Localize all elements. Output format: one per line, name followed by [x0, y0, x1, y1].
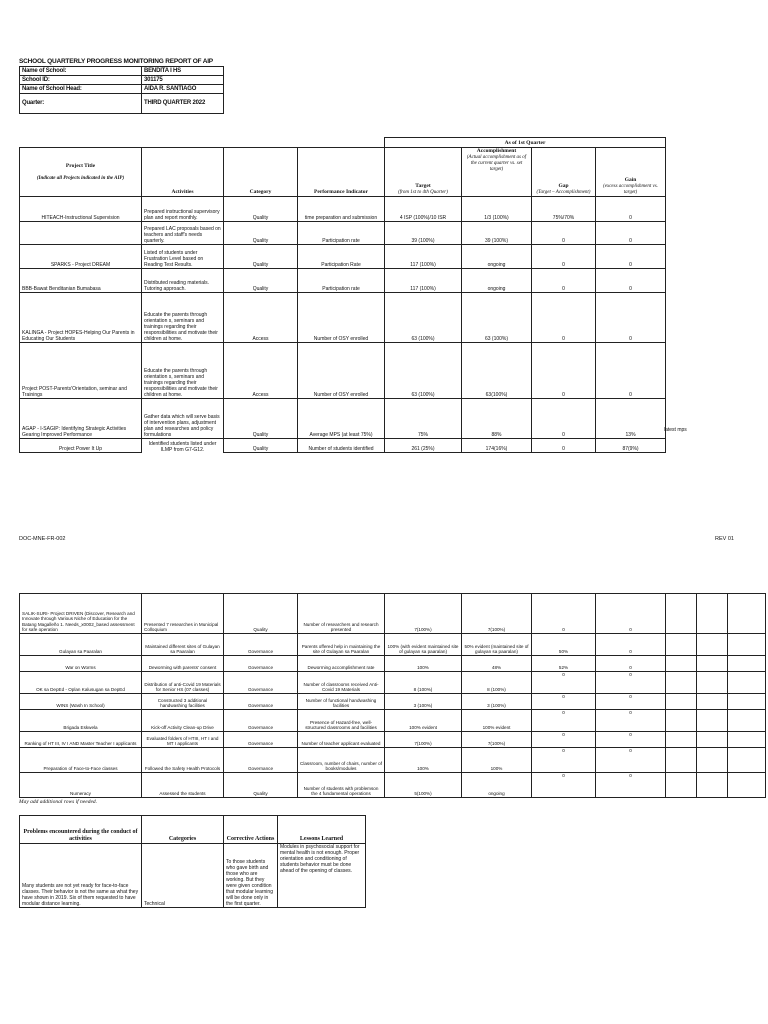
project-title-cell: OK sa DepEd - Oplan Kalusugan sa DepEd — [20, 672, 142, 694]
problem-cell: Many students are not yet ready for face-to-face classes. Their behavior is not the same as what they have shown in 2019. Six of them requested to have modular distance learning. — [20, 844, 142, 908]
target-cell: 100% evident — [385, 710, 462, 732]
gap-cell: 0 — [532, 293, 596, 343]
lesson-cell: Modules in psychosocial support for mental health is not enough. Proper orientation and conditioning of students behavior must be done ahead of the opening of classes. — [278, 844, 366, 908]
category-cell: Access — [224, 293, 298, 343]
accomplishment-cell: 100% — [462, 748, 532, 773]
gap-cell: 0 — [532, 773, 596, 798]
category-cell: Quality — [224, 245, 298, 269]
gain-cell: 0 — [596, 245, 666, 269]
category-cell: Governance — [224, 634, 298, 656]
accomplishment-cell: 3 (100%) — [462, 694, 532, 710]
report-title: SCHOOL QUARTERLY PROGRESS MONITORING REPORT OF AIP — [19, 58, 213, 65]
target-cell: 117 (100%) — [385, 245, 462, 269]
accomplishment-cell: ongoing — [462, 269, 532, 293]
aip-progress-table — [19, 137, 666, 453]
col-gain: Gain (excess accomplishment vs. target) — [596, 148, 666, 197]
gap-cell: 75%/70% — [532, 197, 596, 222]
gap-cell: 52% — [532, 656, 596, 672]
empty-cell — [728, 748, 766, 773]
project-title-cell: War on Worms — [20, 656, 142, 672]
activity-cell: Gather data which will serve basis of intervention plans, adjustment plan and researches and policy formulations — [142, 399, 224, 439]
table-row — [20, 634, 766, 656]
gap-cell: 0 — [532, 594, 596, 634]
accomplishment-cell: 174(16%) — [462, 439, 532, 453]
project-title-cell: SPARKS - Project DREAM — [20, 245, 142, 269]
target-cell: 39 (100%) — [385, 222, 462, 245]
category-cell: Quality — [224, 773, 298, 798]
empty-cell — [697, 732, 728, 748]
gain-cell: 87(9%) — [596, 439, 666, 453]
indicator-cell: Number of teacher applicant evaluated — [298, 732, 385, 748]
gap-cell: 0 — [532, 399, 596, 439]
activity-cell: Identified students listed under ILMP from G7-G12. — [142, 439, 224, 453]
empty-cell — [697, 710, 728, 732]
category-cell: Quality — [224, 439, 298, 453]
project-title-cell: Gulayan sa Paaralan — [20, 634, 142, 656]
empty-cell — [666, 710, 697, 732]
table-row — [20, 748, 766, 773]
target-cell: 4 ISP (100%)/10 ISR — [385, 197, 462, 222]
project-title-cell: Brigada Eskwela — [20, 710, 142, 732]
category-cell: Quality — [224, 594, 298, 634]
project-title-cell: Project Power It Up — [20, 439, 142, 453]
add-rows-note: May add additional rows if needed. — [19, 799, 98, 805]
table-row — [20, 732, 766, 748]
category-cell: Access — [224, 343, 298, 399]
gap-cell: 0 — [532, 439, 596, 453]
activity-cell: Deworming with parents' consent — [142, 656, 224, 672]
col-corrective-actions: Corrective Actions — [224, 816, 278, 844]
target-cell: 75% — [385, 399, 462, 439]
target-cell: 7(100%) — [385, 732, 462, 748]
table-row — [20, 710, 766, 732]
info-value: 301175 — [142, 76, 224, 85]
activity-cell: Educate the parents through orientation s, seminars and trainings regarding their responsibilities and motivate their children at home. — [142, 293, 224, 343]
gap-cell: 0 — [532, 748, 596, 773]
indicator-cell: Participation rate — [298, 222, 385, 245]
table-row — [20, 773, 766, 798]
category-cell: Governance — [224, 672, 298, 694]
gain-cell: 0 — [596, 269, 666, 293]
gain-cell: 0 — [596, 773, 666, 798]
project-title-cell: Numeracy — [20, 773, 142, 798]
col-project-title: Project Title (Indicate all Projects indicated in the AIP) — [20, 148, 142, 197]
indicator-cell: Number of functional handwashing facilities — [298, 694, 385, 710]
indicator-cell: Average MPS (at least 75%) — [298, 399, 385, 439]
activity-cell: Assessed the students — [142, 773, 224, 798]
empty-cell — [666, 748, 697, 773]
col-problems: Problems encountered during the conduct of activities — [20, 816, 142, 844]
gain-cell: 0 — [596, 694, 666, 710]
info-value: BENDITA I HS — [142, 67, 224, 76]
activity-cell: Followed the Safety Health Protocols — [142, 748, 224, 773]
col-indicator: Performance Indicator — [298, 148, 385, 197]
target-cell: 7(100%) — [385, 594, 462, 634]
table-row — [20, 594, 766, 634]
empty-cell — [697, 748, 728, 773]
activity-cell: Distribution of anti-Covid 19 Materials for Senior HS (07 classes) — [142, 672, 224, 694]
accomplishment-cell: 63 (100%) — [462, 293, 532, 343]
empty-cell — [697, 773, 728, 798]
empty-cell — [728, 594, 766, 634]
project-title-cell: SALIK-SURI- Project DRIVEN (Discover, Research and Innovate through Various Niche of Education for the Batang Magalleño 1. Needs_x0002_based assessment for safe operation — [20, 594, 142, 634]
indicator-cell: time preparation and submission — [298, 197, 385, 222]
empty-cell — [728, 694, 766, 710]
gap-cell: 0 — [532, 269, 596, 293]
gain-cell: 0 — [596, 710, 666, 732]
empty-cell — [666, 672, 697, 694]
accomplishment-cell: 39 (100%) — [462, 222, 532, 245]
gain-cell: 0 — [596, 672, 666, 694]
gap-cell: 0 — [532, 732, 596, 748]
gain-cell: 0 — [596, 732, 666, 748]
category-cell: Quality — [224, 197, 298, 222]
info-label: School ID: — [20, 76, 142, 85]
activity-cell: Prepared instructional supervisory plan and report monthly. — [142, 197, 224, 222]
problems-lessons-table — [19, 815, 366, 908]
col-accomplishment: Accomplishment (Actual accomplishment as of the current quarter vs. set target) — [462, 148, 532, 197]
accomplishment-cell: 1/3 (100%) — [462, 197, 532, 222]
table-row — [20, 293, 666, 343]
category-cell: Governance — [224, 732, 298, 748]
empty-cell — [666, 634, 697, 656]
gap-cell: 0 — [532, 694, 596, 710]
gain-cell: 0 — [596, 634, 666, 656]
aip-progress-table-continued — [19, 593, 766, 798]
accomplishment-cell: ongoing — [462, 773, 532, 798]
project-title-cell: BBB-Bawat Benditanian Bumabasa — [20, 269, 142, 293]
activity-cell: Presented 7 researches in Municipal Colloquium — [142, 594, 224, 634]
revision: REV 01 — [715, 536, 734, 542]
empty-cell — [728, 634, 766, 656]
accomplishment-cell: 7(100%) — [462, 732, 532, 748]
target-cell: 100% — [385, 748, 462, 773]
target-cell: 5(100%) — [385, 773, 462, 798]
accomplishment-cell: 7(100%) — [462, 594, 532, 634]
indicator-cell: Number of classrooms received Anti-Covid 19 Materials — [298, 672, 385, 694]
project-title-cell: KALINGA - Project HOPES-Helping Our Parents in Educating Our Students — [20, 293, 142, 343]
empty-cell — [666, 732, 697, 748]
gap-cell: 0 — [532, 343, 596, 399]
indicator-cell: Number of OSY enrolled — [298, 343, 385, 399]
empty-cell — [697, 656, 728, 672]
project-title-cell: AGAP - I-SAGIP: Identifying Strategic Activities Gearing Improved Performance — [20, 399, 142, 439]
empty-cell — [728, 656, 766, 672]
side-note: latest mps — [664, 427, 687, 433]
target-cell: 63 (100%) — [385, 293, 462, 343]
indicator-cell: Participation rate — [298, 269, 385, 293]
target-cell: 100% (with evident maintained site of gulayan sa paaralan) — [385, 634, 462, 656]
indicator-cell: Number of students with problemson the 4 fundamental operations — [298, 773, 385, 798]
accomplishment-cell: 48% — [462, 656, 532, 672]
category-cell: Quality — [224, 399, 298, 439]
gain-cell: 0 — [596, 594, 666, 634]
target-cell: 261 (25%) — [385, 439, 462, 453]
indicator-cell: Parents offered help in maintaining the site of Gulayan sa Paaralan — [298, 634, 385, 656]
info-label: Name of School Head: — [20, 85, 142, 94]
category-cell: Governance — [224, 656, 298, 672]
empty-cell — [697, 594, 728, 634]
col-gap: Gap (Target – Accomplishment) — [532, 148, 596, 197]
col-categories: Categories — [142, 816, 224, 844]
activity-cell: Listed of students under Frustration Level based on Reading Test Results. — [142, 245, 224, 269]
info-value: AIDA R. SANTIAGO — [142, 85, 224, 94]
accomplishment-cell: 50% evident (maintained site of gulayan sa paaralan) — [462, 634, 532, 656]
activity-cell: Prepared LAC proposals based on teachers and staff's needs quarterly. — [142, 222, 224, 245]
target-cell: 117 (100%) — [385, 269, 462, 293]
activity-cell: Educate the parents through orientation s, seminars and trainings regarding their responsibilities and motivate their children at home. — [142, 343, 224, 399]
category-cell: Governance — [224, 710, 298, 732]
empty-cell — [697, 634, 728, 656]
gain-cell: 0 — [596, 748, 666, 773]
activity-cell: Kick-off Activity Clean-up Drive — [142, 710, 224, 732]
gain-cell: 0 — [596, 293, 666, 343]
category-cell: Governance — [224, 694, 298, 710]
category-cell: Governance — [224, 748, 298, 773]
project-title-cell: Preparation of Face-to-Face classes — [20, 748, 142, 773]
col-lessons-learned: Lessons Learned — [278, 816, 366, 844]
table-row — [20, 222, 666, 245]
project-title-cell: HITEACH-Instructional Supervision — [20, 197, 142, 222]
info-label: Quarter: — [20, 94, 142, 114]
empty-cell — [728, 732, 766, 748]
action-cell: To those students who gave birth and those who are working. But they were given condition that modular learning will be done only in the first quarter. — [224, 844, 278, 908]
info-row-id — [20, 76, 224, 85]
gain-cell: 0 — [596, 656, 666, 672]
gap-cell: 0 — [532, 222, 596, 245]
table-row — [20, 439, 666, 453]
info-row-school — [20, 67, 224, 76]
project-title-cell: WINS (Wash In School) — [20, 694, 142, 710]
empty-cell — [697, 694, 728, 710]
indicator-cell: Number of students identified — [298, 439, 385, 453]
indicator-cell: Participation Rate — [298, 245, 385, 269]
project-title-cell: Project POST-Parents'Orientation, seminar and Trainings — [20, 343, 142, 399]
activity-cell: Constructed 3 additional handwashing facilities — [142, 694, 224, 710]
info-row-quarter — [20, 94, 224, 114]
gain-cell: 0 — [596, 222, 666, 245]
empty-cell — [728, 710, 766, 732]
indicator-cell: Presence of Hazard-free, well-structured classrooms and facilities — [298, 710, 385, 732]
indicator-cell: Deworming accomplishment rate — [298, 656, 385, 672]
target-cell: 3 (100%) — [385, 694, 462, 710]
project-title-cell: Ranking of HT III, IV I AND Master Teacher I applicants — [20, 732, 142, 748]
empty-cell — [728, 672, 766, 694]
empty-cell — [666, 594, 697, 634]
target-cell: 63 (100%) — [385, 343, 462, 399]
activity-cell: Maintained different sites of Gulayan sa Paaralan — [142, 634, 224, 656]
table-row — [20, 245, 666, 269]
quarter-header: As of 1st Quarter — [385, 138, 666, 148]
gap-cell: 0 — [532, 710, 596, 732]
col-category: Category — [224, 148, 298, 197]
table-row — [20, 694, 766, 710]
activity-cell: Distributed reading materials. Tutoring approach. — [142, 269, 224, 293]
table-row — [20, 672, 766, 694]
lessons-header-row — [20, 816, 366, 844]
empty-cell — [666, 656, 697, 672]
accomplishment-cell: ongoing — [462, 245, 532, 269]
gap-cell: 0 — [532, 245, 596, 269]
school-info-table — [19, 66, 224, 114]
table-row — [20, 656, 766, 672]
table-row — [20, 269, 666, 293]
col-activities: Activities — [142, 148, 224, 197]
category-cell: Quality — [224, 269, 298, 293]
gain-cell: 0 — [596, 197, 666, 222]
target-cell: 100% — [385, 656, 462, 672]
table-row — [20, 399, 666, 439]
info-row-head — [20, 85, 224, 94]
col-target: Target (from 1st to 4th Quarter) — [385, 148, 462, 197]
accomplishment-cell: 100% evident — [462, 710, 532, 732]
empty-cell — [666, 773, 697, 798]
empty-cell — [666, 694, 697, 710]
gain-cell: 13% — [596, 399, 666, 439]
info-label: Name of School: — [20, 67, 142, 76]
activity-cell: Evaluated folders of HTIII, HT I and MT I applicants — [142, 732, 224, 748]
gain-cell: 0 — [596, 343, 666, 399]
gap-cell: 0 — [532, 672, 596, 694]
indicator-cell: Number of OSY enrolled — [298, 293, 385, 343]
doc-code: DOC-MNE-FR-002 — [19, 536, 66, 542]
empty-cell — [697, 672, 728, 694]
gap-cell: 50% — [532, 634, 596, 656]
project-title-cell — [20, 222, 142, 245]
table-row — [20, 844, 366, 908]
empty-cell — [728, 773, 766, 798]
accomplishment-cell: 88% — [462, 399, 532, 439]
info-value: THIRD QUARTER 2022 — [142, 94, 224, 114]
table-row — [20, 343, 666, 399]
indicator-cell: Number of researchers and research presented — [298, 594, 385, 634]
indicator-cell: Classroom, number of chairs, number of books/modules — [298, 748, 385, 773]
category-cell: Quality — [224, 222, 298, 245]
table-row — [20, 197, 666, 222]
target-cell: 8 (100%) — [385, 672, 462, 694]
accomplishment-cell: 8 (100%) — [462, 672, 532, 694]
accomplishment-cell: 63(100%) — [462, 343, 532, 399]
category-cell: Technical — [142, 844, 224, 908]
